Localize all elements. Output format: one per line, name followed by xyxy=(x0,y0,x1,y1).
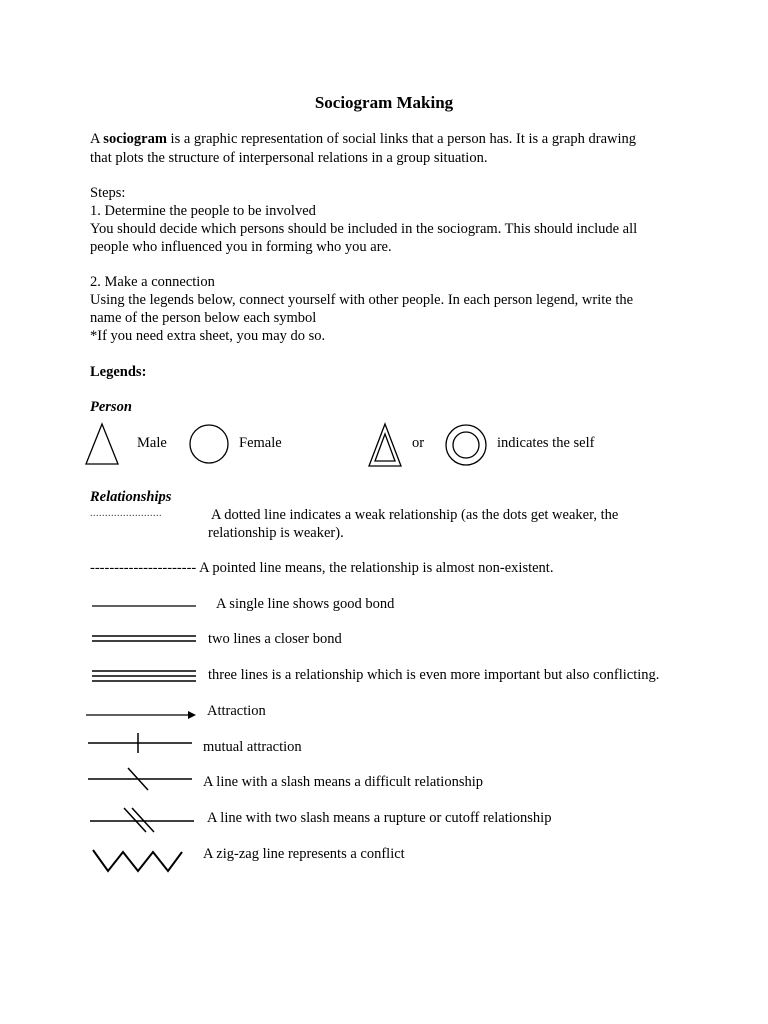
double-desc: two lines a closer bond xyxy=(208,631,342,647)
mutual-attraction-symbol xyxy=(86,732,196,754)
double-line-symbol xyxy=(90,633,200,645)
steps-heading: Steps: xyxy=(90,185,126,201)
step1-line-1: You should decide which persons should be included in the sociogram. This should include all xyxy=(90,221,638,237)
zigzag-desc: A zig-zag line represents a conflict xyxy=(203,846,405,862)
dotted-line-symbol: ........................ xyxy=(90,508,162,519)
dashed-desc: A pointed line means, the relationship is almost non-existent. xyxy=(199,560,554,576)
step2-line-1: Using the legends below, connect yourself with other people. In each person legend, write the xyxy=(90,292,634,308)
dashed-row xyxy=(90,560,553,577)
slash-desc: A line with a slash means a difficult relationship xyxy=(203,774,484,790)
female-circle-icon xyxy=(188,423,230,465)
female-label: Female xyxy=(239,435,282,451)
intro-term: sociogram xyxy=(103,131,167,147)
legends-heading: Legends: xyxy=(90,364,147,380)
male-triangle-icon xyxy=(84,422,120,466)
or-label: or xyxy=(412,435,425,451)
step1-line-2: people who influenced you in forming who you are. xyxy=(90,239,392,255)
double-slash-line-symbol xyxy=(88,806,198,834)
page-title: Sociogram Making xyxy=(314,93,454,112)
step2-title: 2. Make a connection xyxy=(90,274,215,290)
self-double-circle-icon xyxy=(444,423,488,467)
single-line-symbol xyxy=(90,600,200,612)
intro-line-1 xyxy=(90,131,636,148)
step2-line-3: *If you need extra sheet, you may do so. xyxy=(90,328,326,344)
intro-line1-rest: is a graphic representation of social links that a person has. It is a graph drawing xyxy=(166,131,637,147)
dotted-desc-line-1: A dotted line indicates a weak relationship (as the dots get weaker, the xyxy=(211,507,619,523)
mutual-desc: mutual attraction xyxy=(203,739,302,755)
male-label: Male xyxy=(137,435,167,451)
step1-title: 1. Determine the people to be involved xyxy=(90,203,316,219)
triple-desc: three lines is a relationship which is even more important but also conflicting. xyxy=(208,667,660,683)
single-desc: A single line shows good bond xyxy=(216,596,395,612)
intro-line-2: that plots the structure of interpersonal relations in a group situation. xyxy=(90,150,488,166)
double-slash-desc: A line with two slash means a rupture or cutoff relationship xyxy=(207,810,552,826)
triple-line-symbol xyxy=(90,668,200,684)
relationships-heading: Relationships xyxy=(90,489,172,505)
self-double-triangle-icon xyxy=(367,422,403,468)
attraction-desc: Attraction xyxy=(207,703,266,719)
person-heading: Person xyxy=(90,399,132,415)
step2-line-2: name of the person below each symbol xyxy=(90,310,317,326)
slash-line-symbol xyxy=(86,766,196,792)
dotted-desc-line-2: relationship is weaker). xyxy=(208,525,344,541)
attraction-arrow-icon xyxy=(84,708,200,722)
intro-prefix: A xyxy=(90,131,104,147)
dashed-line-symbol: ---------------------- xyxy=(90,560,197,576)
zigzag-line-symbol xyxy=(90,844,186,876)
self-label: indicates the self xyxy=(497,435,595,451)
